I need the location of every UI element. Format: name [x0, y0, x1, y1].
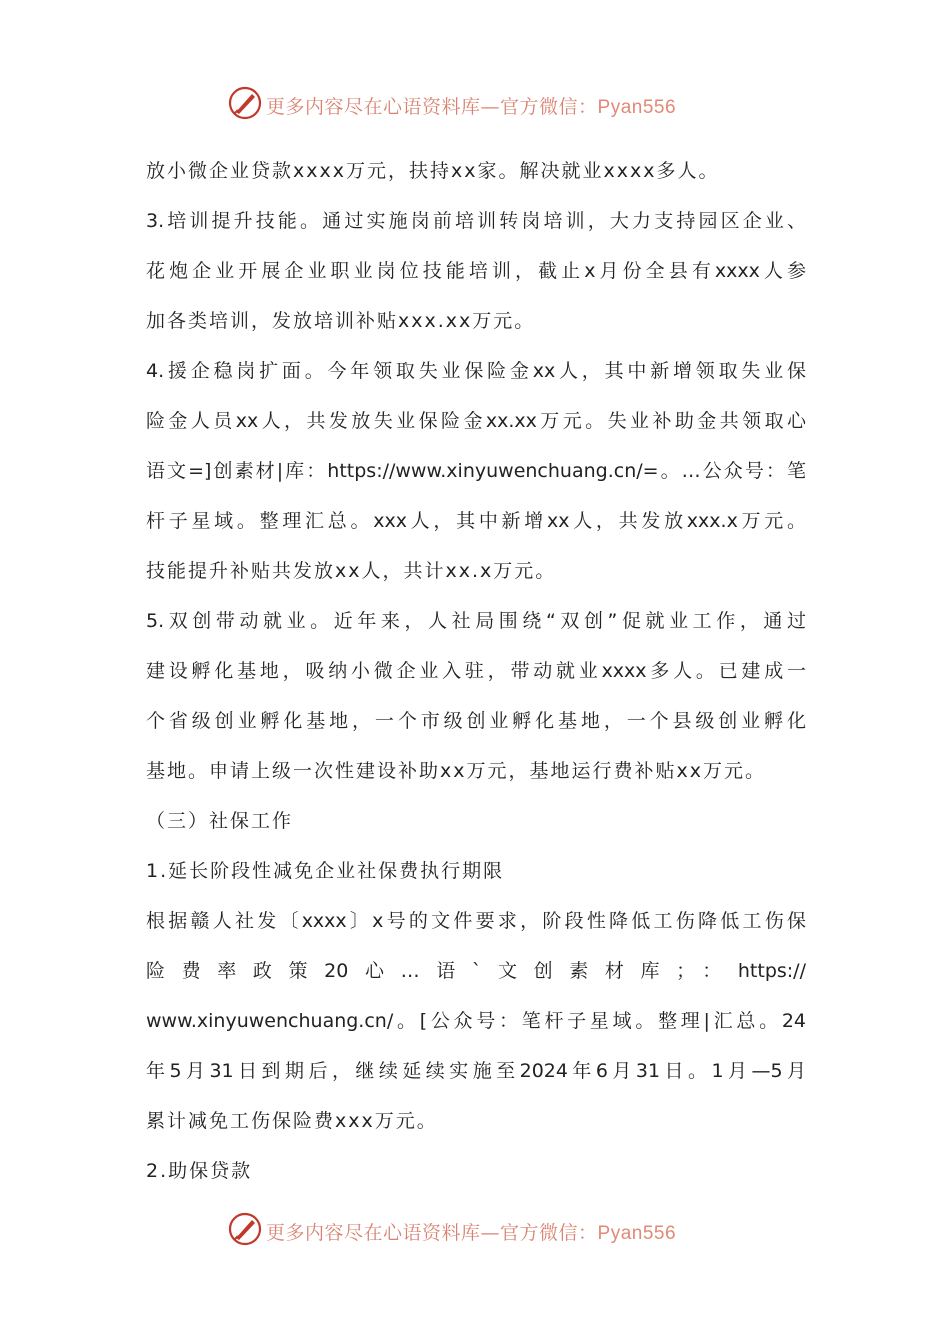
subsection-heading: 2.助保贷款	[146, 1160, 253, 1182]
paragraph-line: 4.援企稳岗扩面。今年领取失业保险金xx人，其中新增领取失业保	[146, 360, 806, 382]
paragraph-line: 个省级创业孵化基地，一个市级创业孵化基地，一个县级创业孵化	[146, 710, 806, 732]
quill-logo-icon	[228, 86, 262, 120]
paragraph-line: 险金人员xx人，共发放失业保险金xx.xx万元。失业补助金共领取心	[146, 410, 806, 432]
paragraph-line: 语文=]创素材|库：https://www.xinyuwenchuang.cn/=。…公众号：笔	[146, 460, 806, 482]
paragraph-line: 险费率政策20心…语`文创素材库；：https://	[146, 960, 806, 982]
subsection-heading: 1.延长阶段性减免企业社保费执行期限	[146, 860, 505, 882]
paragraph-line: 基地。申请上级一次性建设补助xx万元，基地运行费补贴xx万元。	[146, 760, 766, 782]
paragraph-line: 加各类培训，发放培训补贴xxx.xx万元。	[146, 310, 536, 332]
paragraph-line: 放小微企业贷款xxxx万元，扶持xx家。解决就业xxxx多人。	[146, 160, 720, 182]
footer-watermark	[0, 1212, 950, 1252]
paragraph-line: 建设孵化基地，吸纳小微企业入驻，带动就业xxxx多人。已建成一	[146, 660, 806, 682]
paragraph-line: www.xinyuwenchuang.cn/。[公众号：笔杆子星域。整理|汇总。24	[146, 1010, 806, 1032]
paragraph-line: 杆子星域。整理汇总。xxx人，其中新增xx人，共发放xxx.x万元。	[146, 510, 806, 532]
section-heading: （三）社保工作	[146, 810, 294, 832]
quill-logo-icon	[228, 1212, 262, 1246]
paragraph-line: 花炮企业开展企业职业岗位技能培训，截止x月份全县有xxxx人参	[146, 260, 806, 282]
watermark-text: 更多内容尽在心语资料库—官方微信：Pyan556	[266, 96, 677, 118]
paragraph-line: 技能提升补贴共发放xx人，共计xx.x万元。	[146, 560, 557, 582]
header-watermark	[0, 86, 950, 126]
paragraph-line: 根据赣人社发〔xxxx〕x号的文件要求，阶段性降低工伤降低工伤保	[146, 910, 806, 932]
paragraph-line: 累计减免工伤保险费xxx万元。	[146, 1110, 438, 1132]
paragraph-line: 5.双创带动就业。近年来，人社局围绕“双创”促就业工作，通过	[146, 610, 806, 632]
watermark-text: 更多内容尽在心语资料库—官方微信：Pyan556	[266, 1222, 677, 1244]
paragraph-line: 3.培训提升技能。通过实施岗前培训转岗培训，大力支持园区企业、	[146, 210, 806, 232]
document-body	[146, 146, 806, 1196]
paragraph-line: 年5月31日到期后，继续延续实施至2024年6月31日。1月—5月	[146, 1060, 806, 1082]
